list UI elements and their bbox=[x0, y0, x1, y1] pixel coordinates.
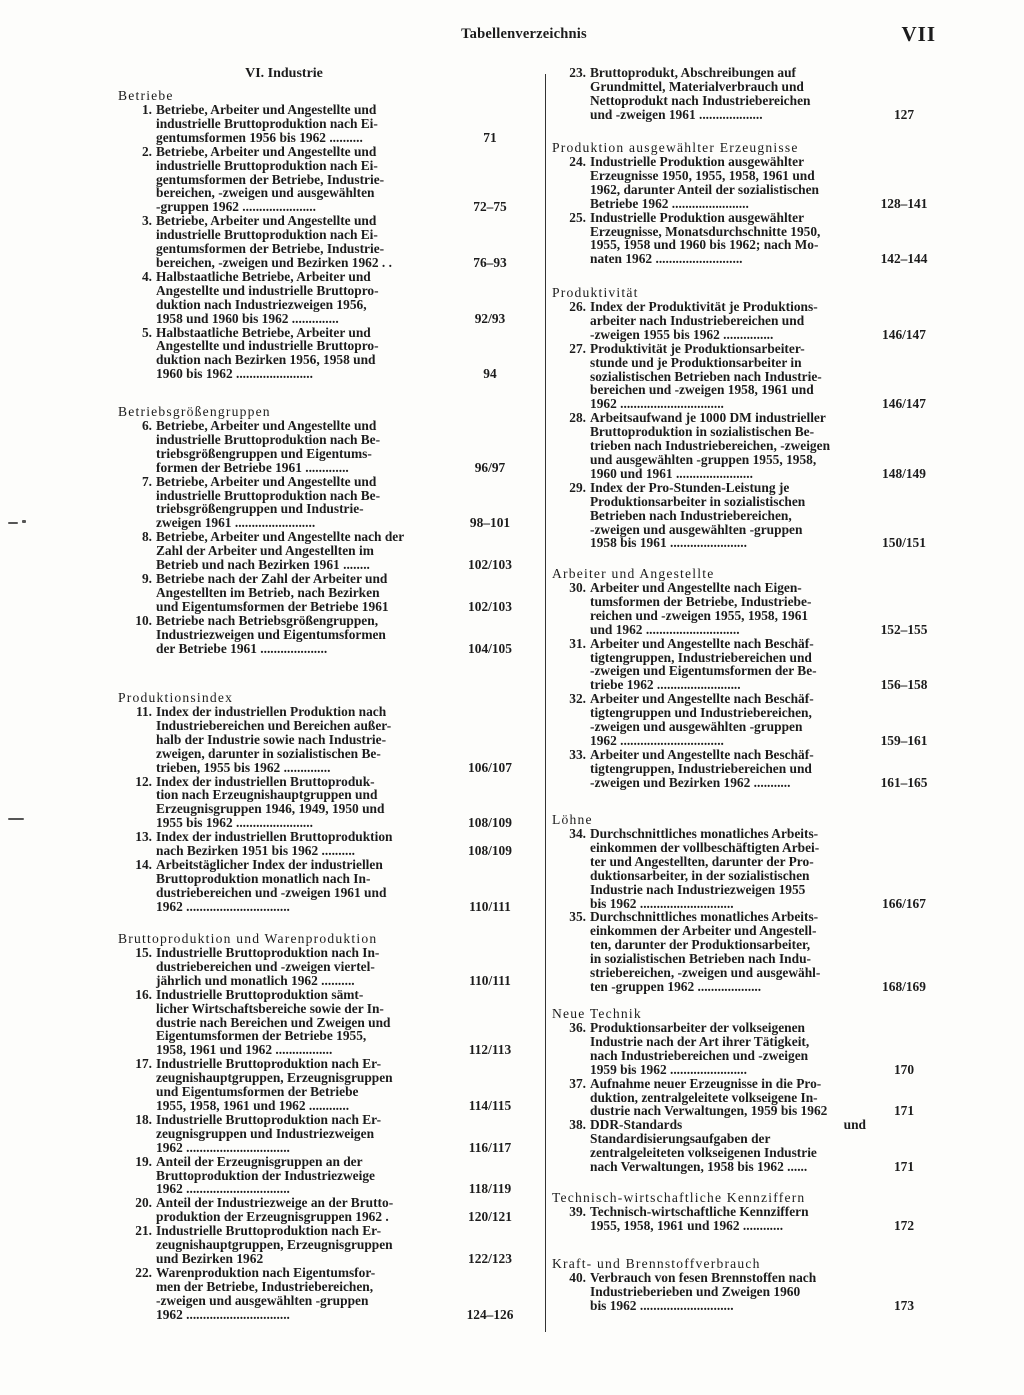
entry-page-ref: 71 bbox=[483, 129, 497, 145]
toc-entry[interactable] bbox=[118, 705, 528, 775]
group-heading: Bruttoproduktion und Warenproduktion bbox=[118, 931, 378, 946]
toc-entry[interactable] bbox=[118, 270, 528, 326]
entry-number: 40. bbox=[569, 1270, 586, 1285]
toc-entry[interactable] bbox=[552, 581, 942, 637]
entry-number: 39. bbox=[569, 1204, 586, 1219]
entry-title: Produktivität je Produktionsarbeiter- stunde und je Produktionsarbeiter in sozialistischen Betrieben nach Industrie- bereichen und -zweigen 1958, 1961 und 1962 ............................... bbox=[590, 340, 822, 412]
toc-entry[interactable] bbox=[118, 475, 528, 531]
entry-page-ref: 108/109 bbox=[468, 843, 512, 859]
toc-entry[interactable] bbox=[118, 326, 528, 382]
group-heading: Produktion ausgewählter Erzeugnisse bbox=[552, 140, 799, 155]
toc-entry[interactable] bbox=[118, 1057, 528, 1113]
entry-number: 34. bbox=[569, 826, 586, 841]
entry-page-ref: 102/103 bbox=[468, 598, 512, 614]
toc-entry[interactable] bbox=[552, 211, 942, 267]
toc-entry[interactable] bbox=[552, 1205, 942, 1233]
entry-title: Durchschnittliches monatliches Arbeits- einkommen der Arbeiter und Angestell- ten, darunter der Produktionsarbeiter, in sozialistischen Betrieben nach Indu- striebereichen, -zweigen und ausgewähl- ten -gruppen 1962 ................... bbox=[590, 909, 821, 994]
entry-number: 36. bbox=[569, 1020, 586, 1035]
toc-entry[interactable] bbox=[118, 1224, 528, 1266]
page-number: VII bbox=[901, 22, 936, 46]
entry-title: Index der Pro-Stunden-Leistung je Produktionsarbeiter in sozialistischen Betrieben nach Industriebereichen, -zweigen und ausgewählten -gruppen 1958 bis 1961 ....................... bbox=[590, 479, 806, 551]
entry-number: 32. bbox=[569, 691, 586, 707]
entry-number: 23. bbox=[569, 65, 586, 80]
toc-entry[interactable] bbox=[118, 1266, 528, 1322]
entry-number: 6. bbox=[141, 418, 152, 433]
toc-group bbox=[552, 812, 942, 994]
entry-number: 25. bbox=[569, 209, 586, 225]
entry-number: 35. bbox=[569, 909, 586, 925]
toc-entry[interactable] bbox=[552, 1077, 942, 1119]
entry-page-ref: 116/117 bbox=[468, 1139, 512, 1155]
toc-entry[interactable] bbox=[552, 155, 942, 211]
entry-number: 1. bbox=[141, 102, 152, 117]
entry-page-ref: 146/147 bbox=[882, 326, 926, 342]
entry-title: Index der industriellen Produktion nach Industriebereichen und Bereichen außer- halb der Industrie sowie nach Industrie- zweigen, darunter in sozialistischen Be- trieben, 1955 bis 1962 .............. bbox=[156, 704, 392, 775]
entry-title: Anteil der Erzeugnisgruppen an der Bruttoproduktion der Industriezweige 1962 ............................... bbox=[156, 1153, 375, 1197]
entry-page-ref: 122/123 bbox=[468, 1250, 512, 1266]
entry-page-ref: 118/119 bbox=[468, 1181, 512, 1197]
toc-entry[interactable] bbox=[118, 1155, 528, 1197]
entry-page-ref: 114/115 bbox=[468, 1097, 512, 1113]
entry-page-ref: 127 bbox=[893, 106, 915, 122]
group-heading: Technisch-wirtschaftliche Kennziffern bbox=[552, 1190, 806, 1205]
entry-title: Betriebe, Arbeiter und Angestellte und industrielle Bruttoproduktion nach Ei- gentumsformen der Betriebe, Industrie- bereichen, -zweigen und ausgewählten -gruppen 1962 ...................... bbox=[156, 143, 385, 215]
entry-page-ref: 146/147 bbox=[882, 396, 926, 412]
entry-page-ref: 152–155 bbox=[880, 621, 928, 637]
toc-entry[interactable] bbox=[552, 910, 942, 993]
entry-title: Industrielle Bruttoproduktion nach Er- zeugnishauptgruppen, Erzeugnisgruppen und Eigentumsformen der Betriebe 1955, 1958, 1961 und 1962 ............ bbox=[156, 1056, 393, 1113]
entry-number: 38. bbox=[569, 1117, 586, 1133]
entry-title: Arbeiter und Angestellte nach Beschäf- tigtengruppen, Industriebereichen und -zweigen und Bezirken 1962 ........... bbox=[590, 746, 814, 790]
toc-entry[interactable] bbox=[552, 692, 942, 748]
toc-group bbox=[552, 140, 942, 266]
entry-page-ref: 168/169 bbox=[882, 978, 926, 994]
entry-page-ref: 172 bbox=[893, 1217, 915, 1233]
toc-entry[interactable] bbox=[118, 614, 528, 656]
entry-title: Halbstaatliche Betriebe, Arbeiter und Angestellte und industrielle Bruttopro- duktion nach Industriezweigen 1956, 1958 und 1960 bis 1962 .............. bbox=[156, 268, 379, 326]
entry-number: 31. bbox=[569, 635, 586, 651]
entry-page-ref: 104/105 bbox=[468, 640, 512, 656]
toc-entry[interactable] bbox=[118, 1196, 528, 1224]
entry-title: Industrielle Produktion ausgewählter Erzeugnisse 1950, 1955, 1958, 1961 und 1962, darunter Anteil der sozialistischen Betriebe 1962 ....................... bbox=[590, 154, 820, 211]
entry-number: 16. bbox=[135, 986, 152, 1002]
section-title: VI. Industrie bbox=[245, 66, 323, 81]
entry-page-ref: 171 bbox=[893, 1103, 915, 1119]
entry-title: Industrielle Bruttoproduktion nach In- dustriebereichen und -zweigen viertel- jährlich und monatlich 1962 .......... bbox=[156, 945, 380, 988]
entry-page-ref: 92/93 bbox=[474, 310, 506, 326]
group-heading: Neue Technik bbox=[552, 1006, 642, 1021]
group-heading: Produktivität bbox=[552, 285, 639, 300]
entry-number: 22. bbox=[135, 1264, 152, 1280]
entry-number: 17. bbox=[135, 1056, 152, 1072]
entry-title: Betriebe, Arbeiter und Angestellte und industrielle Bruttoproduktion nach Be- triebsgrößengruppen und Industrie- zweigen 1961 ........................ bbox=[156, 473, 381, 531]
entry-title: Betriebe, Arbeiter und Angestellte nach der Zahl der Arbeiter und Angestellten im Betrieb und nach Bezirken 1961 ........ bbox=[156, 529, 405, 573]
entry-number: 33. bbox=[569, 746, 586, 762]
group-heading: Betriebe bbox=[118, 88, 174, 103]
toc-entry[interactable] bbox=[118, 830, 528, 858]
toc-entry[interactable] bbox=[118, 214, 528, 270]
entry-page-ref: 120/121 bbox=[468, 1209, 512, 1225]
entry-page-ref: 102/103 bbox=[468, 557, 512, 573]
entry-title: Durchschnittliches monatliches Arbeits- einkommen der vollbeschäftigten Arbei- ter und Angestellten, darunter der Pro- duktionsarbeiter, in der sozialistischen Industrie nach Industriezweigen 1955 bis 1962 ............................ bbox=[590, 826, 820, 911]
entry-page-ref: 173 bbox=[893, 1297, 915, 1313]
entry-number: 3. bbox=[141, 213, 152, 229]
entry-number: 8. bbox=[141, 529, 152, 545]
entry-title: Betriebe, Arbeiter und Angestellte und industrielle Bruttoproduktion nach Be- triebsgrößengruppen und Eigentums- formen der Betriebe 1961 ............. bbox=[156, 418, 381, 475]
entry-number: 18. bbox=[135, 1111, 152, 1127]
toc-entry[interactable] bbox=[552, 481, 942, 551]
toc-group bbox=[552, 1190, 942, 1233]
entry-title: Arbeiter und Angestellte nach Eigen- tumsformen der Betriebe, Industriebe- reichen und -zweigen 1955, 1958, 1961 und 1962 ............................ bbox=[590, 580, 812, 637]
entry-title: Arbeiter und Angestellte nach Beschäf- tigtengruppen und Industriebereichen, -zweigen und ausgewählten -gruppen 1962 ............................... bbox=[590, 691, 814, 748]
entry-title: Arbeiter und Angestellte nach Beschäf- tigtengruppen, Industriebereichen und -zweigen und Eigentumsformen der Be- triebe 1962 ......................... bbox=[590, 635, 817, 693]
entry-page-ref: 76–93 bbox=[473, 254, 507, 270]
entry-number: 5. bbox=[141, 324, 152, 340]
entry-page-ref: 156–158 bbox=[880, 677, 928, 693]
entry-title: Arbeitsaufwand je 1000 DM industrieller Bruttoproduktion in sozialistischen Be- trieben nach Industriebereichen, -zweigen und ausgewählten -gruppen 1955, 1958, 1960 und 1961 ....................... bbox=[590, 410, 831, 481]
entry-page-ref: 72–75 bbox=[473, 199, 507, 215]
entry-number: 15. bbox=[135, 945, 152, 960]
toc-group bbox=[552, 1006, 942, 1174]
entry-number: 13. bbox=[135, 829, 152, 845]
entry-number: 20. bbox=[135, 1195, 152, 1211]
toc-entry[interactable] bbox=[118, 103, 528, 145]
entry-title: Halbstaatliche Betriebe, Arbeiter und Angestellte und industrielle Bruttopro- duktion nach Bezirken 1956, 1958 und 1960 bis 1962 ....................... bbox=[156, 324, 379, 382]
toc-entry[interactable] bbox=[552, 827, 942, 910]
toc-group bbox=[118, 404, 528, 655]
entry-page-ref: 108/109 bbox=[468, 815, 512, 831]
entry-page-ref: 166/167 bbox=[882, 895, 926, 911]
entry-page-ref: 170 bbox=[893, 1061, 915, 1077]
entry-title: Industrielle Bruttoproduktion nach Er- zeugnisgruppen und Industriezweigen 1962 ............................... bbox=[156, 1111, 382, 1155]
entry-title: DDR-Standards und Standardisierungsaufgaben der zentralgeleiteten volkseigenen Industrie nach Verwaltungen, 1958 bis 1962 ...... bbox=[590, 1117, 866, 1175]
toc-entry[interactable] bbox=[552, 411, 942, 481]
entry-number: 24. bbox=[569, 154, 586, 169]
entry-number: 28. bbox=[569, 410, 586, 426]
toc-group bbox=[118, 690, 528, 914]
toc-entry[interactable] bbox=[118, 1113, 528, 1155]
entry-number: 30. bbox=[569, 580, 586, 595]
entry-page-ref: 110/111 bbox=[469, 972, 511, 988]
toc-group bbox=[552, 66, 942, 122]
entry-page-ref: 96/97 bbox=[474, 459, 506, 475]
entry-number: 7. bbox=[141, 473, 152, 489]
entry-page-ref: 142–144 bbox=[880, 251, 928, 267]
entry-page-ref: 128–141 bbox=[880, 195, 928, 211]
group-heading: Arbeiter und Angestellte bbox=[552, 566, 715, 581]
entry-page-ref: 161–165 bbox=[880, 774, 928, 790]
entry-number: 37. bbox=[569, 1075, 586, 1091]
entry-number: 4. bbox=[141, 268, 152, 284]
entry-title: Betriebe, Arbeiter und Angestellte und industrielle Bruttoproduktion nach Ei- gentumsformen 1956 bis 1962 .......... bbox=[156, 102, 378, 145]
entry-title: Betriebe nach Betriebsgrößengruppen, Industriezweigen und Eigentumsformen der Betriebe 1961 .................... bbox=[156, 612, 386, 656]
entry-title: Industrielle Bruttoproduktion nach Er- zeugnishauptgruppen, Erzeugnisgruppen und Bezirken 1962 bbox=[156, 1223, 393, 1266]
toc-entry[interactable] bbox=[552, 748, 942, 790]
entry-number: 19. bbox=[135, 1153, 152, 1169]
entry-page-ref: 171 bbox=[893, 1159, 915, 1175]
entry-number: 12. bbox=[135, 773, 152, 789]
entry-page-ref: 112/113 bbox=[468, 1042, 512, 1058]
toc-group bbox=[552, 285, 942, 550]
toc-group bbox=[118, 931, 528, 1321]
toc-entry[interactable] bbox=[118, 419, 528, 475]
entry-title: Aufnahme neuer Erzeugnisse in die Pro- duktion, zentralgeleitete volkseigene In- dustrie nach Verwaltungen, 1959 bis 1962 bbox=[590, 1075, 828, 1119]
toc-entry[interactable] bbox=[118, 572, 528, 614]
scan-mark bbox=[8, 818, 24, 820]
entry-title: Betriebe nach der Zahl der Arbeiter und Angestellten im Betrieb, nach Bezirken und Eigentumsformen der Betriebe 1961 bbox=[156, 570, 389, 614]
entry-title: Index der industriellen Bruttoproduktion nach Bezirken 1951 bis 1962 .......... bbox=[156, 829, 393, 859]
group-heading: Löhne bbox=[552, 812, 593, 827]
entry-title: Index der Produktivität je Produktions- arbeiter nach Industriebereichen und -zweigen 1955 bis 1962 ............... bbox=[590, 299, 818, 342]
entry-title: Technisch-wirtschaftliche Kennziffern 1955, 1958, 1961 und 1962 ............ bbox=[590, 1204, 809, 1233]
entry-number: 26. bbox=[569, 299, 586, 314]
toc-entry[interactable] bbox=[552, 66, 942, 122]
entry-page-ref: 150/151 bbox=[882, 535, 926, 551]
toc-group bbox=[118, 88, 528, 381]
entry-number: 14. bbox=[135, 856, 152, 872]
entry-title: Warenproduktion nach Eigentumsfor- men der Betriebe, Industriebereichen, -zweigen und ausgewählten -gruppen 1962 ............................... bbox=[156, 1264, 376, 1322]
toc-entry[interactable] bbox=[118, 145, 528, 215]
entry-page-ref: 159–161 bbox=[880, 732, 928, 748]
entry-title: Bruttoprodukt, Abschreibungen auf Grundmittel, Materialverbrauch und Nettoprodukt nach Industriebereichen und -zweigen 1961 ................... bbox=[590, 65, 811, 122]
toc-entry[interactable] bbox=[552, 300, 942, 342]
entry-title: Produktionsarbeiter der volkseigenen Industrie nach der Art ihrer Tätigkeit, nach Industriebereichen und -zweigen 1959 bis 1962 ....................... bbox=[590, 1020, 810, 1077]
entry-page-ref: 106/107 bbox=[468, 759, 512, 775]
toc-entry[interactable] bbox=[552, 342, 942, 412]
toc-entry[interactable] bbox=[118, 946, 528, 988]
entry-number: 2. bbox=[141, 143, 152, 159]
entry-number: 21. bbox=[135, 1223, 152, 1239]
entry-title: Verbrauch von fesen Brennstoffen nach Industrieberieben und Zweigen 1960 bis 1962 ............................ bbox=[590, 1270, 817, 1313]
entry-title: Index der industriellen Bruttoproduk- tion nach Erzeugnishauptgruppen und Erzeugnisgruppen 1946, 1949, 1950 und 1955 bis 1962 ....................... bbox=[156, 773, 385, 831]
scan-mark bbox=[22, 520, 26, 523]
entry-number: 9. bbox=[141, 570, 152, 586]
entry-page-ref: 148/149 bbox=[882, 465, 926, 481]
toc-entry[interactable] bbox=[552, 1271, 942, 1313]
toc-entry[interactable] bbox=[118, 775, 528, 831]
entry-title: Anteil der Industriezweige an der Brutto- produktion der Erzeugnisgruppen 1962 . bbox=[156, 1195, 394, 1225]
group-heading: Produktionsindex bbox=[118, 690, 234, 705]
toc-entry[interactable] bbox=[118, 858, 528, 914]
entry-number: 10. bbox=[135, 612, 152, 628]
entry-number: 29. bbox=[569, 479, 586, 495]
entry-title: Betriebe, Arbeiter und Angestellte und industrielle Bruttoproduktion nach Ei- gentumsformen der Betriebe, Industrie- bereichen, -zweigen und Bezirken 1962 . . bbox=[156, 213, 392, 270]
group-heading: Betriebsgrößengruppen bbox=[118, 404, 271, 419]
scan-mark bbox=[8, 522, 18, 524]
entry-page-ref: 110/111 bbox=[469, 898, 511, 914]
toc-entry[interactable] bbox=[552, 1118, 942, 1174]
entry-page-ref: 98–101 bbox=[469, 515, 511, 531]
toc-group bbox=[552, 566, 942, 790]
entry-title: Industrielle Bruttoproduktion sämt- licher Wirtschaftsbereiche sowie der In- dustrie nach Bereichen und Zweigen und Eigentumsformen der Betriebe 1955, 1958, 1961 und 1962 ................. bbox=[156, 986, 391, 1058]
column-divider bbox=[545, 74, 546, 1332]
entry-number: 11. bbox=[136, 704, 152, 719]
toc-entry[interactable] bbox=[552, 1021, 942, 1077]
toc-entry[interactable] bbox=[118, 988, 528, 1058]
entry-page-ref: 94 bbox=[483, 366, 497, 382]
toc-entry[interactable] bbox=[118, 530, 528, 572]
toc-group bbox=[552, 1256, 942, 1313]
group-heading: Kraft- und Brennstoffverbrauch bbox=[552, 1256, 761, 1271]
entry-number: 27. bbox=[569, 340, 586, 356]
entry-title: Arbeitstäglicher Index der industriellen Bruttoproduktion monatlich nach In- dustriebereichen und -zweigen 1961 und 1962 ............................... bbox=[156, 856, 387, 914]
entry-page-ref: 124–126 bbox=[466, 1306, 514, 1322]
toc-entry[interactable] bbox=[552, 637, 942, 693]
entry-title: Industrielle Produktion ausgewählter Erzeugnisse, Monatsdurchschnitte 1950, 1955, 1958 und 1960 bis 1962; nach Mo- naten 1962 .......................... bbox=[590, 209, 821, 267]
header-title: Tabellenverzeichnis bbox=[461, 26, 587, 42]
